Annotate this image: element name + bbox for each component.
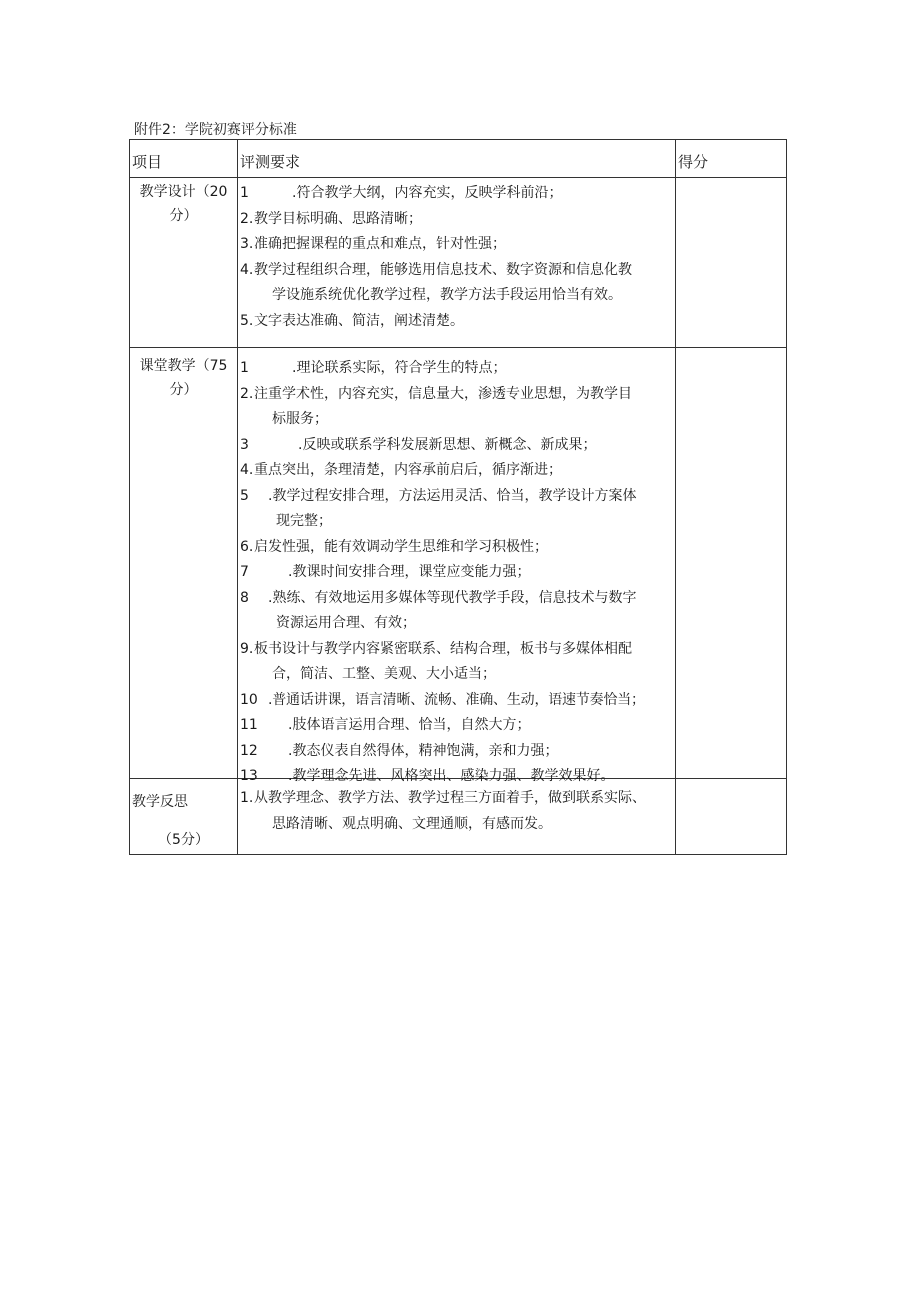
requirement-item: [240, 309, 676, 335]
item-text: .反映或联系学科发展新思想、新概念、新成果；: [298, 436, 597, 453]
header-project: 项目: [132, 153, 163, 171]
item-number: 9.: [240, 640, 254, 657]
requirements-classroom-teaching: [240, 356, 676, 790]
item-number: 3: [240, 436, 249, 453]
row-divider: [130, 177, 786, 178]
item-number: 1: [240, 185, 249, 201]
item-text: 重点突出，条理清楚，内容承前启后，循序渐进；: [254, 462, 562, 478]
item-number: 13: [240, 768, 258, 784]
scoring-table: [129, 139, 787, 855]
category-classroom-teaching: [130, 354, 237, 402]
item-number: 11: [240, 717, 258, 733]
header-score: 得分: [678, 153, 709, 171]
item-number: 3.: [240, 236, 254, 252]
requirement-item: [240, 786, 676, 837]
requirement-item: [240, 433, 676, 459]
item-text-continued: 标服务；: [272, 411, 328, 427]
item-text: .符合教学大纲，内容充实，反映学科前沿；: [292, 185, 563, 201]
item-text-continued: 资源运用合理、有效；: [276, 615, 416, 631]
requirement-item: [240, 713, 676, 739]
item-number: 1.: [240, 790, 254, 806]
requirement-item: [240, 739, 676, 765]
requirement-item: [240, 535, 676, 561]
category-label: 课堂教学（75: [139, 358, 228, 374]
item-number: 2.: [240, 210, 254, 227]
item-number: 8: [240, 589, 249, 606]
item-text-continued: 学设施系统优化教学过程，教学方法手段运用恰当有效。: [272, 287, 622, 303]
item-text: .普通话讲课，语言清晰、流畅、准确、生动，语速节奏恰当；: [268, 691, 645, 708]
item-number: 1: [240, 360, 249, 376]
category-points: 分）: [169, 382, 198, 398]
item-number: 7: [240, 564, 249, 580]
requirement-item: [240, 560, 676, 586]
header-requirements: 评测要求: [240, 153, 301, 171]
requirement-item: [240, 458, 676, 484]
category-teaching-reflection: [130, 790, 237, 852]
row-divider: [130, 347, 786, 348]
item-text: 板书设计与教学内容紧密联系、结构合理，板书与多媒体相配: [254, 640, 632, 657]
requirements-teaching-design: [240, 181, 676, 334]
item-text: .教学理念先进、风格突出、感染力强、教学效果好。: [288, 768, 615, 784]
requirement-item: [240, 484, 676, 535]
item-text: .教课时间安排合理，课堂应变能力强；: [288, 564, 531, 580]
item-text: 启发性强，能有效调动学生思维和学习积极性；: [254, 538, 548, 555]
item-text: .教学过程安排合理，方法运用灵活、恰当，教学设计方案体: [268, 487, 637, 504]
category-label: 教学反思: [132, 794, 188, 810]
requirements-teaching-reflection: [240, 786, 676, 837]
item-number: 6.: [240, 538, 254, 555]
item-text-continued: 现完整；: [276, 513, 332, 529]
item-text: 从教学理念、教学方法、教学过程三方面着手，做到联系实际、: [254, 790, 646, 806]
item-text: .教态仪表自然得体，精神饱满，亲和力强；: [288, 742, 559, 759]
category-label: 教学设计（20: [139, 184, 228, 200]
item-text: .熟练、有效地运用多媒体等现代教学手段，信息技术与数字: [268, 589, 637, 606]
item-text: 注重学术性，内容充实，信息量大，渗透专业思想，为教学目: [254, 385, 632, 402]
category-teaching-design: [130, 180, 237, 228]
requirement-item: [240, 207, 676, 233]
requirement-item: [240, 586, 676, 637]
item-number: 5: [240, 487, 249, 504]
requirement-item: [240, 637, 676, 688]
requirement-item: [240, 181, 676, 207]
category-points: （5分）: [158, 832, 209, 848]
item-text: .理论联系实际，符合学生的特点；: [292, 360, 507, 376]
item-text: 教学过程组织合理，能够选用信息技术、数字资源和信息化教: [254, 261, 632, 278]
item-text: 准确把握课程的重点和难点，针对性强；: [254, 236, 506, 252]
page-title: 附件2：学院初赛评分标准: [134, 122, 297, 138]
item-text: 教学目标明确、思路清晰；: [254, 210, 422, 227]
item-number: 12: [240, 742, 258, 759]
requirement-item: [240, 258, 676, 309]
item-number: 4.: [240, 261, 254, 278]
item-number: 2.: [240, 385, 254, 402]
item-text-continued: 合，简洁、工整、美观、大小适当；: [272, 666, 496, 682]
column-divider: [237, 140, 238, 854]
requirement-item: [240, 688, 676, 714]
item-text: 文字表达准确、简洁，阐述清楚。: [254, 312, 464, 329]
category-points: 分）: [169, 208, 198, 224]
requirement-item: [240, 356, 676, 382]
item-text-continued: 思路清晰、观点明确、文理通顺，有感而发。: [272, 815, 552, 832]
item-text: .肢体语言运用合理、恰当，自然大方；: [288, 717, 531, 733]
requirement-item: [240, 232, 676, 258]
item-number: 5.: [240, 312, 254, 329]
item-number: 4.: [240, 462, 254, 478]
requirement-item: [240, 382, 676, 433]
item-number: 10: [240, 691, 258, 708]
